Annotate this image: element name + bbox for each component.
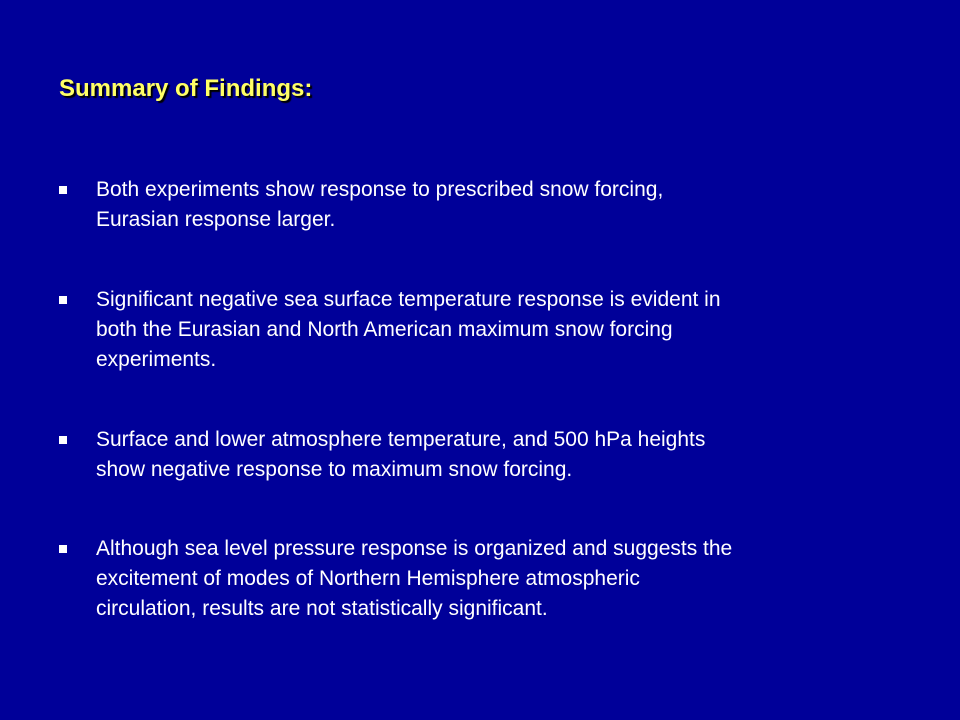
square-bullet-icon [59, 436, 67, 444]
finding-text-line: excitement of modes of Northern Hemisphere atmospheric [96, 567, 640, 590]
finding-text-line: Eurasian response larger. [96, 208, 336, 231]
finding-text [96, 425, 916, 485]
square-bullet-icon [59, 545, 67, 553]
square-bullet-icon [59, 186, 67, 194]
finding-text-line: both the Eurasian and North American maximum snow forcing [96, 318, 673, 341]
finding-text-line: experiments. [96, 348, 217, 371]
slide-title: Summary of Findings: [59, 75, 313, 102]
finding-text-line: Both experiments show response to prescribed snow forcing, [96, 178, 664, 201]
finding-text-line: show negative response to maximum snow forcing. [96, 458, 573, 481]
finding-text [96, 534, 916, 624]
finding-text [96, 285, 916, 375]
square-bullet-icon [59, 296, 67, 304]
finding-text-line: Surface and lower atmosphere temperature, and 500 hPa heights [96, 428, 706, 451]
finding-text-line: circulation, results are not statistically significant. [96, 597, 548, 620]
finding-text-line: Although sea level pressure response is organized and suggests the [96, 537, 733, 560]
finding-text [96, 175, 916, 235]
finding-text-line: Significant negative sea surface temperature response is evident in [96, 288, 721, 311]
